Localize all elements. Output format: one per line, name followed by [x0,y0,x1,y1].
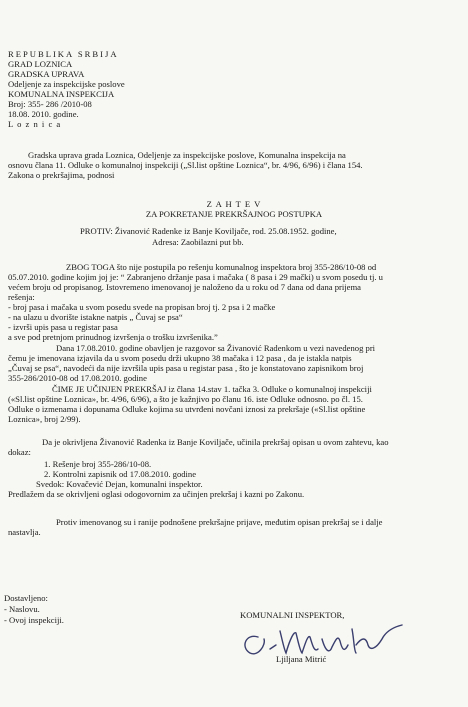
evidence-line: Da je okrivljena Živanović Radenka iz Banje Koviljače, učinila prekršaj opisan u ovom zahtevu, kao [42,437,389,447]
intro-line: Zakona o prekršajima, podnosi [8,170,115,180]
document-subtitle: ZA POKRETANJE PREKRŠAJNOG POSTUPKA [145,209,323,219]
intro-line: Gradska uprava grada Loznica, Odeljenje za inspekcijske poslove, Komunalna inspekcija na [28,150,346,160]
offense-line: («Sl.list opštine Loznica», br. 4/96, 6/96), a što je kažnjivo po članu 16. iste Odluke odnosno. po čl. 15. [8,394,363,404]
offense-line: Loznica», broj 2/99). [8,414,81,424]
reason-list-item: - broj pasa i mačaka u svom posedu svede na propisan broj tj. 2 psa i 2 mačke [8,302,276,312]
offense-line: ČIME JE UČINJEN PREKRŠAJ iz člana 14.stav 1. tačka 3. Odluke o komunalnoj inspekciji [52,384,372,394]
letterhead-department: Odeljenje za inspekcijske poslove [8,79,125,89]
witness-line: Svedok: Kovačević Dejan, komunalni inspektor. [36,479,203,489]
document-number: Broj: 355- 286 /2010-08 [8,99,92,109]
interview-line: „Čuvaj se psa“, navodeći da nije izvršila upis pasa u registar pasa , što je konstatovano zapisnikom broj [8,363,364,373]
letterhead-inspection: KOMUNALNA INSPEKCIJA [8,89,115,99]
interview-line: 355-286/2010-08 od 17.08.2010. godine [8,373,147,383]
document-date: 18.08. 2010. godine. [8,109,79,119]
reason-line: a sve pod pretnjom prinudnog izvršenja o trošku izvršenika.” [8,332,218,342]
reason-list-item: - izvrši upis pasa u registar pasa [8,322,118,332]
proposal-line: Predlažem da se okrivljeni oglasi odogovornim za učinjen prekršaj i kazni po Zakonu. [8,489,305,499]
intro-line: osnovu člana 11. Odluke o komunalnoj inspekciji („Sl.list opštine Loznica“, br. 4/96, 6/96) i člana 154. [8,160,363,170]
reason-line: većem broju od propisanog. Istovremeno imenovanoj je naloženo da u roku od 7 dana od dana prijema [8,282,361,292]
interview-line: Dana 17.08.2010. godine obavljen je razgovor sa Živanović Radenkom u vezi navedenog pri [56,343,376,353]
document-title: Z A H T E V [206,199,262,209]
evidence-item: 1. Rešenje broj 355-286/10-08. [44,459,152,469]
signatory-role: KOMUNALNI INSPEKTOR, [240,610,345,620]
reason-line: 05.07.2010. godine kojim joj je: “ Zabranjeno držanje pasa i mačaka ( 8 pasa i 29 mački) u svom posedu tj. u [8,272,383,282]
offense-line: Odluke o izmenama i dopunama Odluke kojima su utvrđeni novčani iznosi za prekršaje («Sl.list opštine [8,404,366,414]
distribution-heading: Dostavljeno: [4,593,48,603]
prior-reports-line: nastavlja. [8,527,41,537]
letterhead-administration: GRADSKA UPRAVA [8,69,85,79]
interview-line: čemu je imenovana izjavila da u svom posedu drži ukupno 38 mačaka i 12 pasa , da je istakla natpis [8,353,352,363]
signatory-name: Ljiljana Mitrić [276,654,327,664]
defendant-address: Adresa: Zaobilazni put bb. [152,237,244,247]
prior-reports-line: Protiv imenovanog su i ranije podnošene prekršajne prijave, međutim opisan prekršaj se i dalje [56,517,383,527]
defendant-line: PROTIV: Živanović Radenke iz Banje Koviljače, rod. 25.08.1952. godine, [80,226,337,236]
reason-line: ZBOG TOGA što nije postupila po rešenju komunalnog inspektora broj 355-286/10-08 od [66,262,377,272]
distribution-item: - Naslovu. [4,604,40,614]
letterhead-country: REPUBLIKA SRBIJA [8,49,119,59]
evidence-line: dokaz: [8,447,31,457]
reason-line: rešenja: [8,292,35,302]
distribution-item: - Ovoj inspekciji. [4,615,64,625]
reason-list-item: - na ulazu u dvorište istakne natpis „ Čuvaj se psa“ [8,312,183,322]
evidence-item: 2. Kontrolni zapisnik od 17.08.2010. godine [44,469,197,479]
document-place: L o z n i c a [8,119,62,129]
letterhead-city: GRAD LOZNICA [8,59,73,69]
